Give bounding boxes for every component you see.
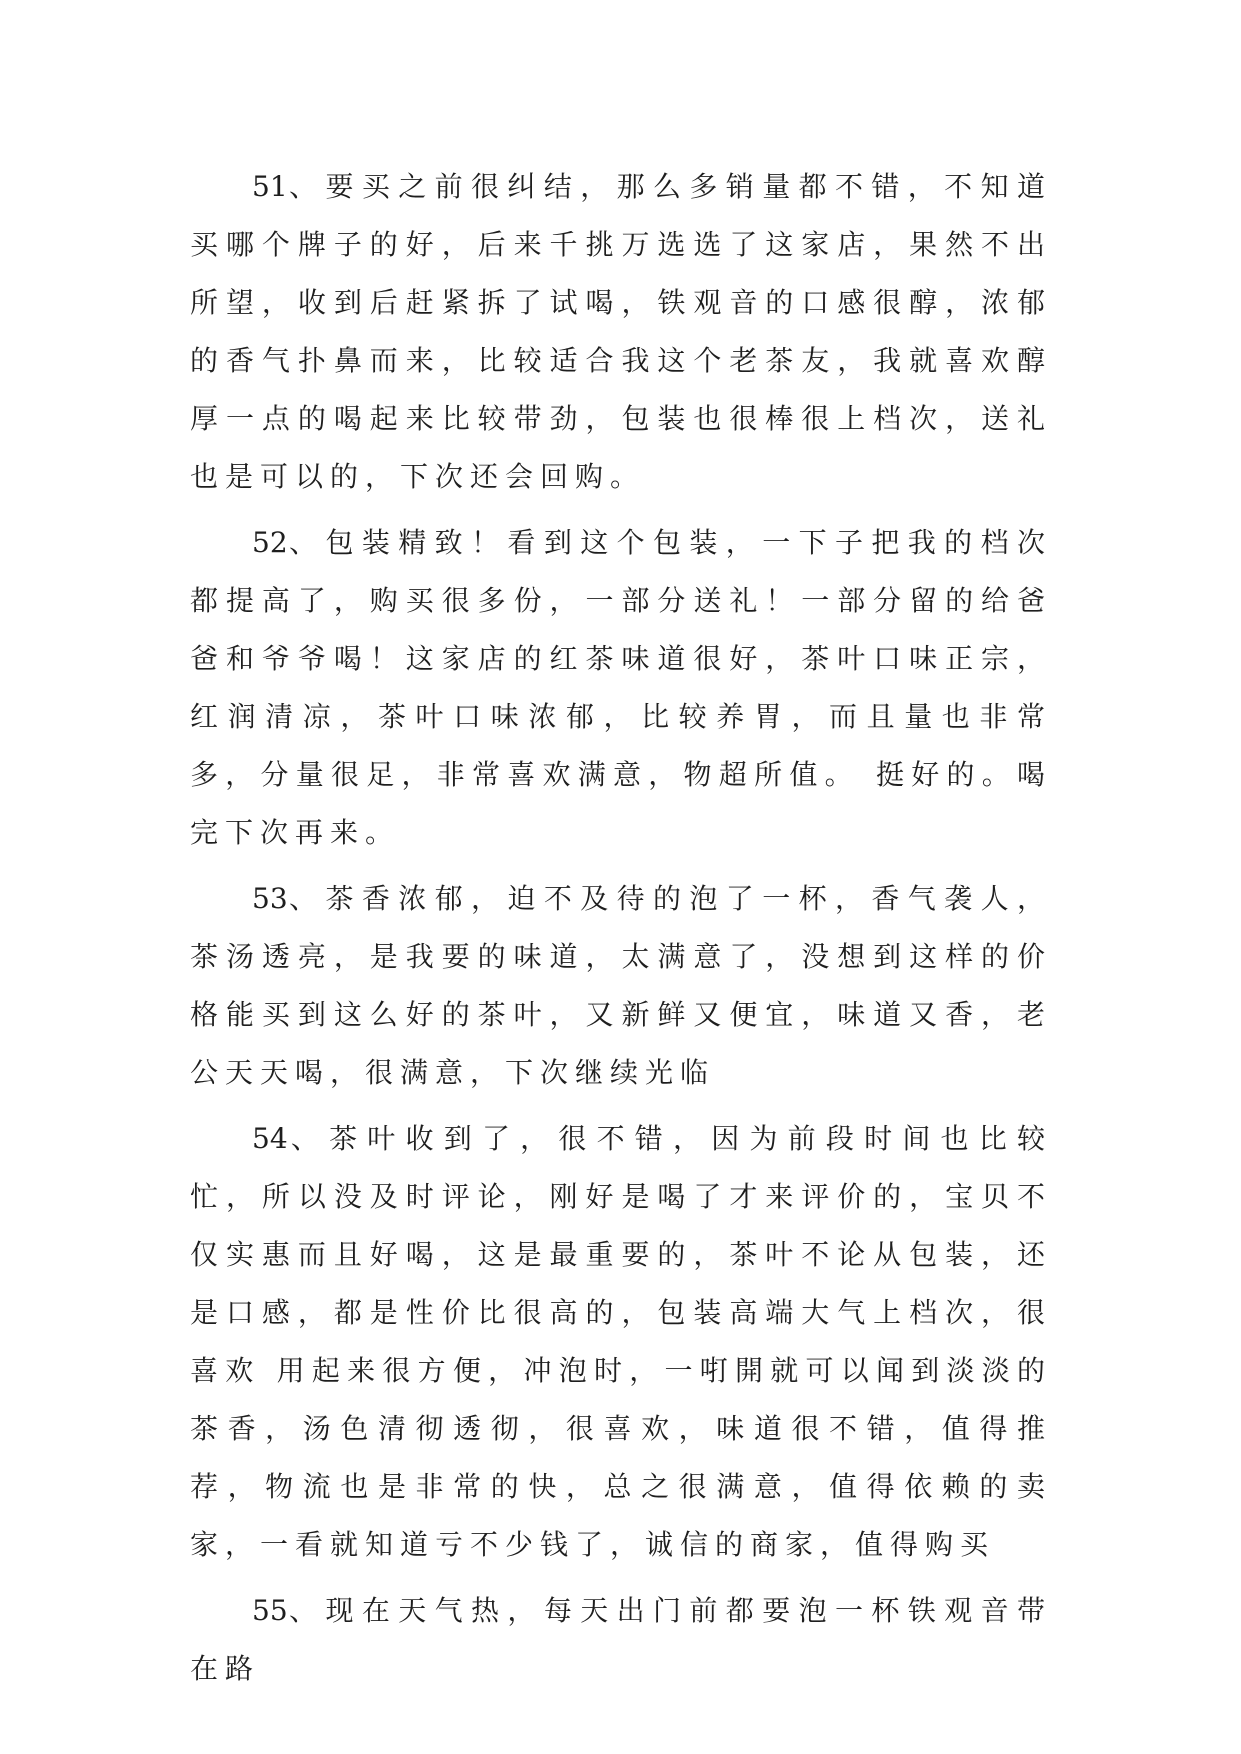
paragraph-number: 51 xyxy=(252,170,288,203)
paragraph-separator: 、 xyxy=(287,1594,326,1627)
review-paragraph-55 xyxy=(190,1582,1052,1698)
review-paragraph-52 xyxy=(190,514,1052,862)
document-body xyxy=(190,158,1052,1706)
paragraph-text: 要买之前很纠结，那么多销量都不错，不知道买哪个牌子的好，后来千挑万选选了这家店，果然不出所望，收到后赶紧拆了试喝，铁观音的口感很醇，浓郁的香气扑鼻而来，比较适合我这个老茶友，我就喜欢醇厚一点的喝起来比较带劲，包装也很棒很上档次，送礼也是可以的，下次还会回购。 xyxy=(190,170,1052,493)
paragraph-text: 茶叶收到了，很不错，因为前段时间也比较忙，所以没及时评论，刚好是喝了才来评价的，宝贝不仅实惠而且好喝，这是最重要的，茶叶不论从包装，还是口感，都是性价比很高的，包装高端大气上档次，很喜欢 用起来很方便，冲泡时，一咑開就可以闻到淡淡的茶香，汤色清彻透彻，很喜欢，味道很不错，值得推荐，物流也是非常的快，总之很满意，值得依赖的卖家，一看就知道亏不少钱了，诚信的商家，值得购买 xyxy=(190,1122,1052,1561)
review-paragraph-53 xyxy=(190,870,1052,1102)
paragraph-number: 53 xyxy=(252,882,288,915)
paragraph-text: 现在天气热，每天出门前都要泡一杯铁观音带在路 xyxy=(190,1594,1052,1685)
review-paragraph-54 xyxy=(190,1110,1052,1574)
paragraph-number: 55 xyxy=(252,1594,288,1627)
paragraph-separator: 、 xyxy=(287,170,326,203)
paragraph-number: 52 xyxy=(252,526,288,559)
review-paragraph-51 xyxy=(190,158,1052,506)
paragraph-separator: 、 xyxy=(287,1122,330,1155)
paragraph-number: 54 xyxy=(252,1122,288,1155)
paragraph-separator: 、 xyxy=(287,526,326,559)
paragraph-text: 包装精致！看到这个包装，一下子把我的档次都提高了，购买很多份，一部分送礼！一部分留的给爸爸和爷爷喝！这家店的红茶味道很好，茶叶口味正宗，红润清凉，茶叶口味浓郁，比较养胃，而且量也非常多，分量很足，非常喜欢满意，物超所值。 挺好的。喝完下次再来。 xyxy=(190,526,1052,849)
paragraph-separator: 、 xyxy=(287,882,326,915)
paragraph-text: 茶香浓郁，迫不及待的泡了一杯，香气袭人，茶汤透亮，是我要的味道，太满意了，没想到这样的价格能买到这么好的茶叶，又新鲜又便宜，味道又香，老公天天喝，很满意，下次继续光临 xyxy=(190,882,1052,1089)
